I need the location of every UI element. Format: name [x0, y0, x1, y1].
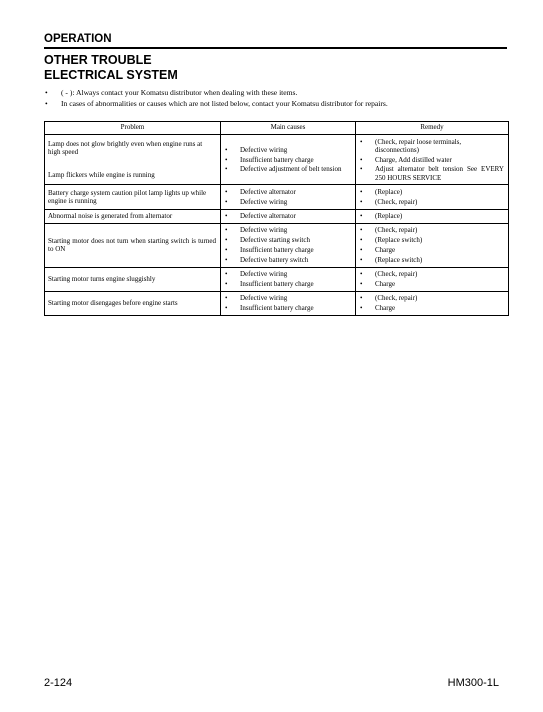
- problem-text: Battery charge system caution pilot lamp lights up while engine is running: [48, 188, 207, 206]
- remedy-item: • Charge, Add distilled water: [359, 156, 504, 164]
- table-row: [45, 267, 509, 291]
- remedy-cell: [356, 223, 509, 267]
- remedy-item: • Charge: [359, 304, 504, 312]
- remedy-item: • (Check, repair loose terminals, disconnections): [359, 138, 504, 155]
- page-title: [44, 53, 507, 83]
- problem-cell: [45, 267, 221, 291]
- troubleshooting-table: [44, 121, 509, 316]
- table-row: [45, 209, 509, 223]
- table-header-row: [45, 122, 509, 135]
- cause-item: • Defective wiring: [224, 146, 351, 154]
- causes-cell: [221, 291, 356, 315]
- remedy-item: • (Replace switch): [359, 256, 504, 264]
- cause-item: • Defective wiring: [224, 294, 351, 302]
- page-number: 2-124: [44, 677, 73, 689]
- table-row: [45, 185, 509, 209]
- cause-item: • Defective wiring: [224, 198, 351, 206]
- problem-text: Starting motor does not turn when starting switch is turned to ON: [48, 236, 216, 254]
- remedy-item: • Charge: [359, 280, 504, 288]
- cause-item: • Insufficient battery charge: [224, 304, 351, 312]
- remedy-item: • Charge: [359, 246, 504, 254]
- problem-text: Lamp does not glow brightly even when engine runs at high speed: [48, 139, 203, 157]
- title-line-1: OTHER TROUBLE: [44, 53, 152, 67]
- table-row: [45, 223, 509, 267]
- problem-text: Abnormal noise is generated from alternator: [48, 212, 173, 221]
- remedy-item: • (Check, repair): [359, 198, 504, 206]
- remedy-column-header: Remedy: [356, 122, 509, 135]
- problem-cell: [45, 223, 221, 267]
- remedy-cell: [356, 267, 509, 291]
- note-item: • In cases of abnormalities or causes which are not listed below, contact your Komatsu distributor for repairs.: [44, 98, 507, 109]
- cause-item: • Defective battery switch: [224, 256, 351, 264]
- causes-cell: [221, 267, 356, 291]
- causes-cell: [221, 209, 356, 223]
- remedy-cell: [356, 291, 509, 315]
- problem-cell: [45, 135, 221, 185]
- problem-cell: [45, 185, 221, 209]
- notes-list: [44, 87, 507, 109]
- problem-text: Lamp flickers while engine is running: [48, 171, 155, 180]
- causes-cell: [221, 223, 356, 267]
- remedy-item: • (Check, repair): [359, 294, 504, 302]
- cause-item: • Defective wiring: [224, 270, 351, 278]
- cause-item: • Insufficient battery charge: [224, 246, 351, 254]
- problem-cell: [45, 209, 221, 223]
- table-row: [45, 135, 509, 185]
- remedy-item: • (Replace): [359, 188, 504, 196]
- causes-cell: [221, 135, 356, 185]
- remedy-item: • Adjust alternator belt tension See EVERY 250 HOURS SERVICE: [359, 165, 504, 182]
- remedy-item: • (Check, repair): [359, 226, 504, 234]
- section-header: OPERATION: [44, 33, 507, 49]
- remedy-item: • (Replace): [359, 212, 504, 220]
- remedy-cell: [356, 209, 509, 223]
- cause-item: • Defective adjustment of belt tension: [224, 165, 351, 173]
- remedy-item: • (Replace switch): [359, 236, 504, 244]
- problem-cell: [45, 291, 221, 315]
- remedy-cell: [356, 135, 509, 185]
- title-line-2: ELECTRICAL SYSTEM: [44, 68, 178, 82]
- cause-item: • Insufficient battery charge: [224, 156, 351, 164]
- table-row: [45, 291, 509, 315]
- cause-item: • Defective starting switch: [224, 236, 351, 244]
- cause-item: • Defective alternator: [224, 212, 351, 220]
- problem-column-header: Problem: [45, 122, 221, 135]
- remedy-item: • (Check, repair): [359, 270, 504, 278]
- problem-text: Starting motor turns engine sluggishly: [48, 274, 156, 283]
- cause-item: • Defective wiring: [224, 226, 351, 234]
- cause-item: • Insufficient battery charge: [224, 280, 351, 288]
- cause-item: • Defective alternator: [224, 188, 351, 196]
- causes-column-header: Main causes: [221, 122, 356, 135]
- model-name: HM300-1L: [447, 677, 499, 689]
- note-item: • ( - ): Always contact your Komatsu distributor when dealing with these items.: [44, 87, 507, 98]
- remedy-cell: [356, 185, 509, 209]
- causes-cell: [221, 185, 356, 209]
- problem-text: Starting motor disengages before engine starts: [48, 299, 178, 308]
